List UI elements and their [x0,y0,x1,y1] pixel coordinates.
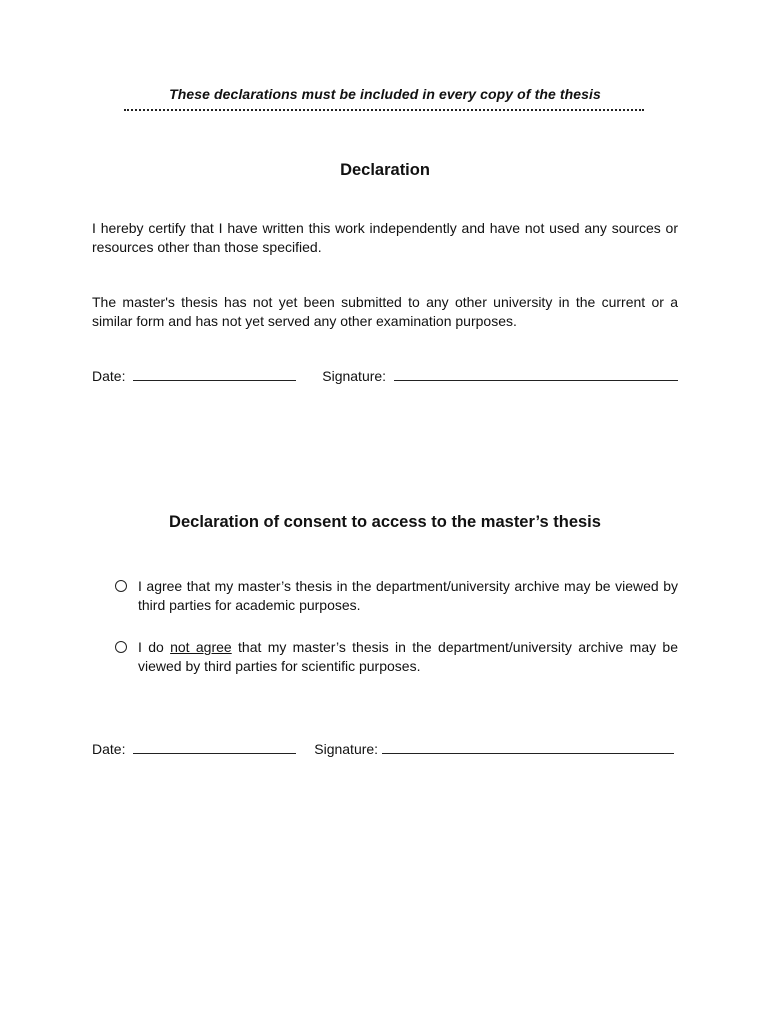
date-field[interactable] [133,367,296,381]
radio-circle-icon[interactable] [115,641,127,653]
consent-sign-line [92,740,674,757]
dotted-divider [124,109,644,111]
date-field[interactable] [133,740,296,754]
consent-option-agree-text: I agree that my master’s thesis in the department/university archive may be viewed by third parties for academic purposes. [138,578,678,613]
signature-field[interactable] [394,367,678,381]
radio-circle-icon[interactable] [115,580,127,592]
signature-field[interactable] [382,740,674,754]
signature-label: Signature: [322,368,387,384]
declaration-paragraph-2: The master's thesis has not yet been submitted to any other university in the current or a similar form and has not yet served any other examination purposes. [92,294,678,329]
declaration-sign-line [92,367,678,384]
consent-option-agree[interactable] [115,577,678,615]
declaration-paragraph-1: I hereby certify that I have written this work independently and have not used any sources or resources other than those specified. [92,220,678,255]
option-2-emphasis: not agree [170,639,232,655]
signature-label: Signature: [314,741,379,757]
option-2-suffix: that my master’s thesis in the department/university archive may be viewed by third parties for scientific purposes. [138,639,678,674]
declaration-title: Declaration [340,161,430,179]
option-2-prefix: I do [138,639,171,655]
date-label: Date: [92,368,126,384]
header-note: These declarations must be included in every copy of the thesis [169,86,601,102]
consent-option-disagree-text [138,638,678,676]
consent-title: Declaration of consent to access to the master’s thesis [169,513,601,531]
date-label: Date: [92,741,126,757]
consent-option-disagree[interactable] [115,638,678,676]
